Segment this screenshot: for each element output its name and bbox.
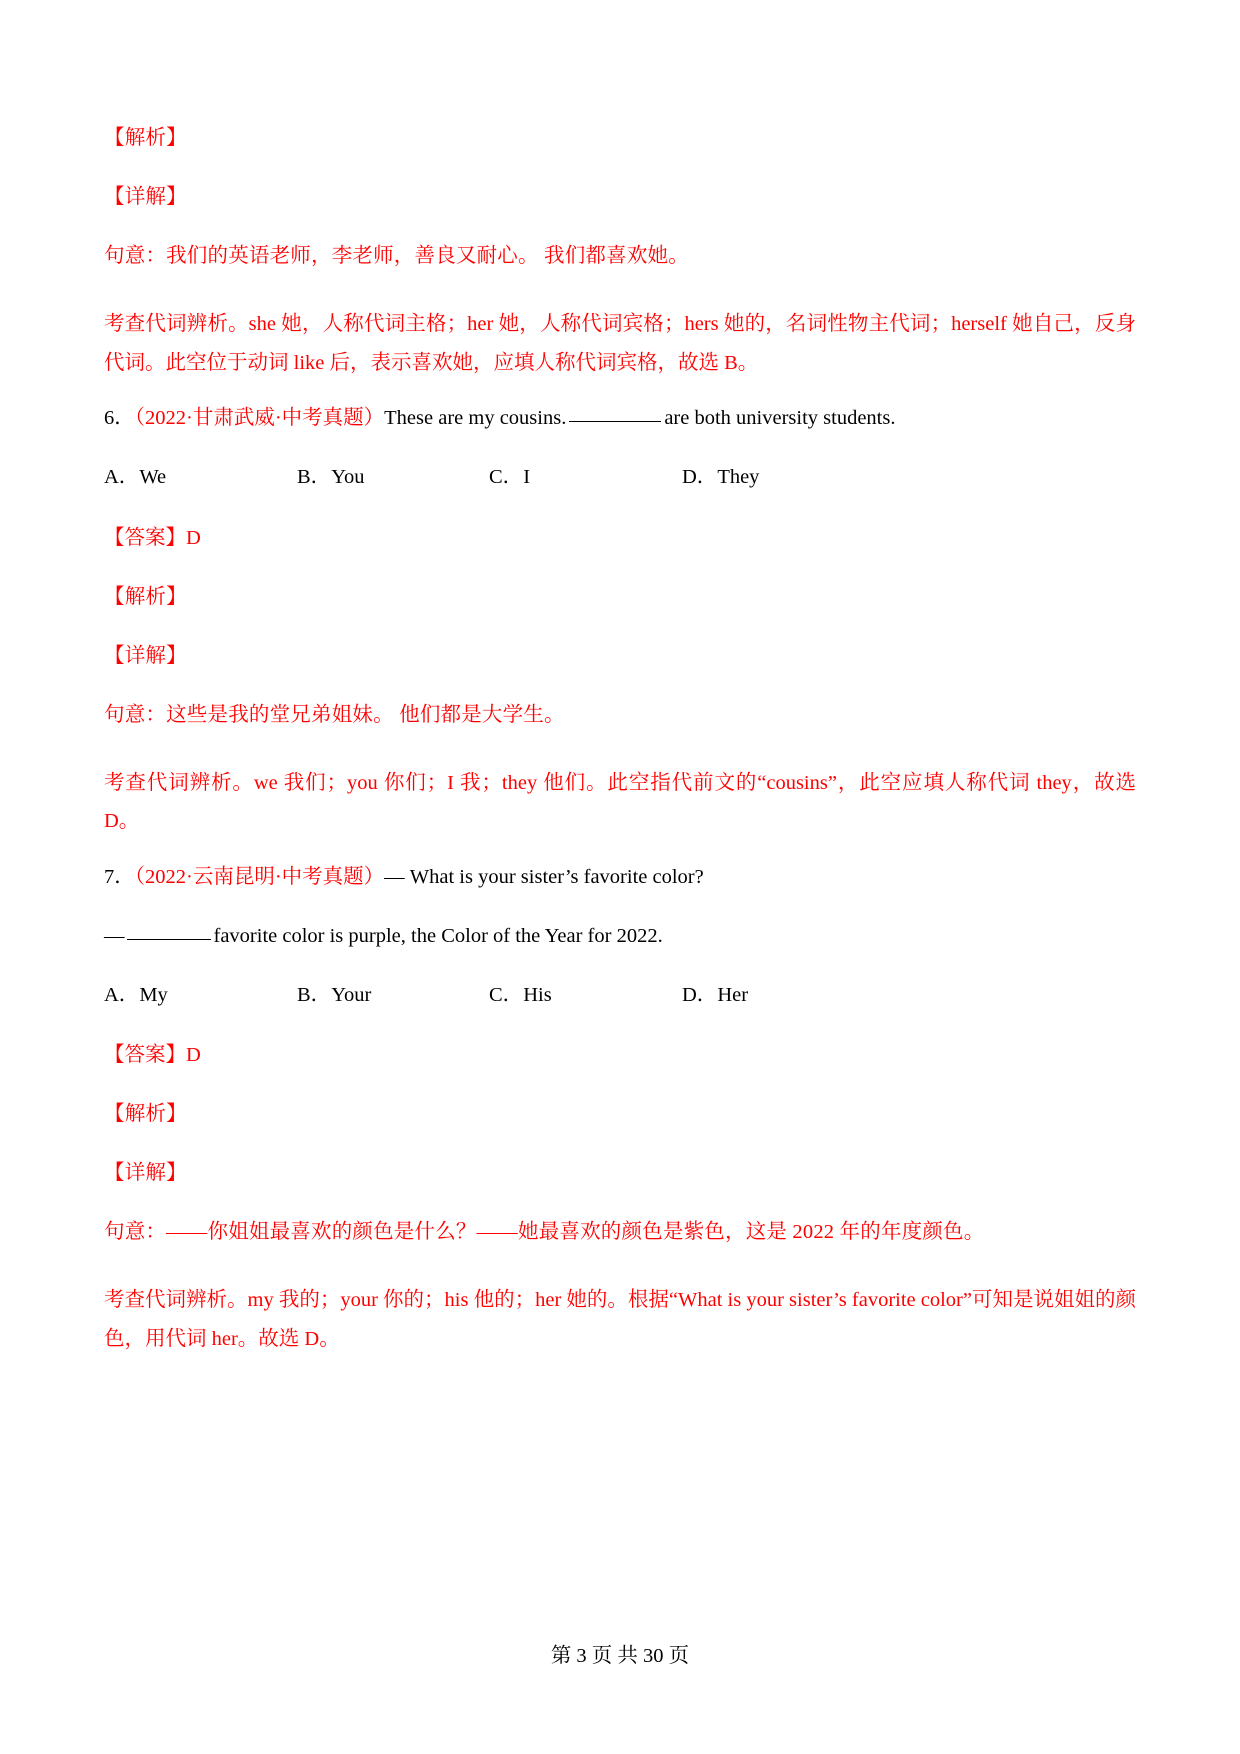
option-d[interactable]: [682, 467, 759, 488]
option-d-key: D．: [682, 983, 718, 1006]
question-6-stem: [104, 408, 1136, 429]
question-6-jiexi-label: 【解析】: [104, 585, 187, 608]
question-6-xiangjie-label: 【详解】: [104, 644, 187, 667]
option-d-text: Her: [717, 983, 749, 1006]
question-7-answer: [104, 1045, 1136, 1066]
question-7-options: [104, 985, 1136, 1007]
question-7-source: （2022·云南昆明·中考真题）: [134, 865, 385, 888]
option-a-key: A．: [104, 466, 140, 489]
option-b[interactable]: [297, 985, 371, 1006]
option-c-key: C．: [489, 466, 524, 489]
option-b-key: B．: [297, 466, 332, 489]
question-7-stem-line-1: [104, 867, 1136, 888]
question-6-analysis: 考查代词辨析。we 我们；you 你们；I 我；they 他们。此空指代前文的“cousins”，此空应填人称代词 they，故选 D。: [104, 771, 1136, 833]
question-7-xiangjie-label: 【详解】: [104, 1162, 187, 1185]
q5-jiexi-label: 【解析】: [104, 127, 187, 149]
answer-label: 【答案】: [104, 526, 186, 549]
option-a-text: We: [139, 466, 167, 489]
option-c[interactable]: [489, 985, 552, 1006]
option-c-key: C．: [489, 983, 524, 1006]
option-b[interactable]: [297, 467, 364, 488]
question-7-dash: —: [104, 924, 124, 947]
option-b-key: B．: [297, 983, 332, 1006]
option-c-text: His: [523, 983, 552, 1006]
answer-blank[interactable]: [127, 939, 211, 940]
answer-label: 【答案】: [104, 1044, 186, 1067]
option-b-text: Your: [331, 983, 372, 1006]
question-6-answer: [104, 528, 1136, 549]
question-6-stem-after: are both university students.: [664, 407, 896, 430]
question-7-stem-after: favorite color is purple, the Color of the Year for 2022.: [213, 924, 663, 947]
option-a-text: My: [139, 983, 168, 1006]
question-7-number: 7．: [104, 865, 135, 888]
question-7-jiexi-label: 【解析】: [104, 1103, 187, 1126]
question-6-source: （2022·甘肃武威·中考真题）: [134, 407, 385, 430]
question-6-stem-before: These are my cousins.: [384, 407, 567, 430]
question-6-sentence-meaning: 句意：这些是我的堂兄弟姐妹。 他们都是大学生。: [104, 703, 565, 726]
option-d-key: D．: [682, 466, 718, 489]
question-7-analysis: 考查代词辨析。my 我的；your 你的；his 他的；her 她的。根据“What is your sister’s favorite color”可知是说姐姐的颜色，用代词 her。故选 D。: [104, 1289, 1136, 1350]
answer-value: D: [186, 526, 201, 549]
answer-value: D: [186, 1044, 201, 1067]
q5-analysis: 考查代词辨析。she 她，人称代词主格；her 她，人称代词宾格；hers 她的，名词性物主代词；herself 她自己，反身代词。此空位于动词 like 后，表示喜欢她，应填人称代词宾格，故选 B。: [104, 313, 1136, 374]
option-d-text: They: [717, 466, 760, 489]
question-6-options: [104, 467, 1136, 489]
page-footer: 第 3 页 共 30 页: [550, 1645, 690, 1667]
q5-xiangjie-label: 【详解】: [104, 186, 187, 208]
option-c[interactable]: [489, 467, 530, 488]
question-7-stem-text: — What is your sister’s favorite color?: [384, 865, 704, 888]
option-c-text: I: [523, 466, 531, 489]
question-7-sentence-meaning: 句意：——你姐姐最喜欢的颜色是什么？——她最喜欢的颜色是紫色，这是 2022 年的年度颜色。: [104, 1221, 985, 1244]
option-d[interactable]: [682, 985, 748, 1006]
option-a[interactable]: [104, 467, 166, 488]
question-7-stem-line-2: [104, 926, 1136, 947]
option-a[interactable]: [104, 985, 168, 1006]
option-a-key: A．: [104, 983, 140, 1006]
option-b-text: You: [331, 466, 365, 489]
q5-sentence-meaning: 句意：我们的英语老师，李老师，善良又耐心。 我们都喜欢她。: [104, 245, 689, 267]
question-6-number: 6．: [104, 407, 135, 430]
answer-blank[interactable]: [569, 421, 661, 422]
